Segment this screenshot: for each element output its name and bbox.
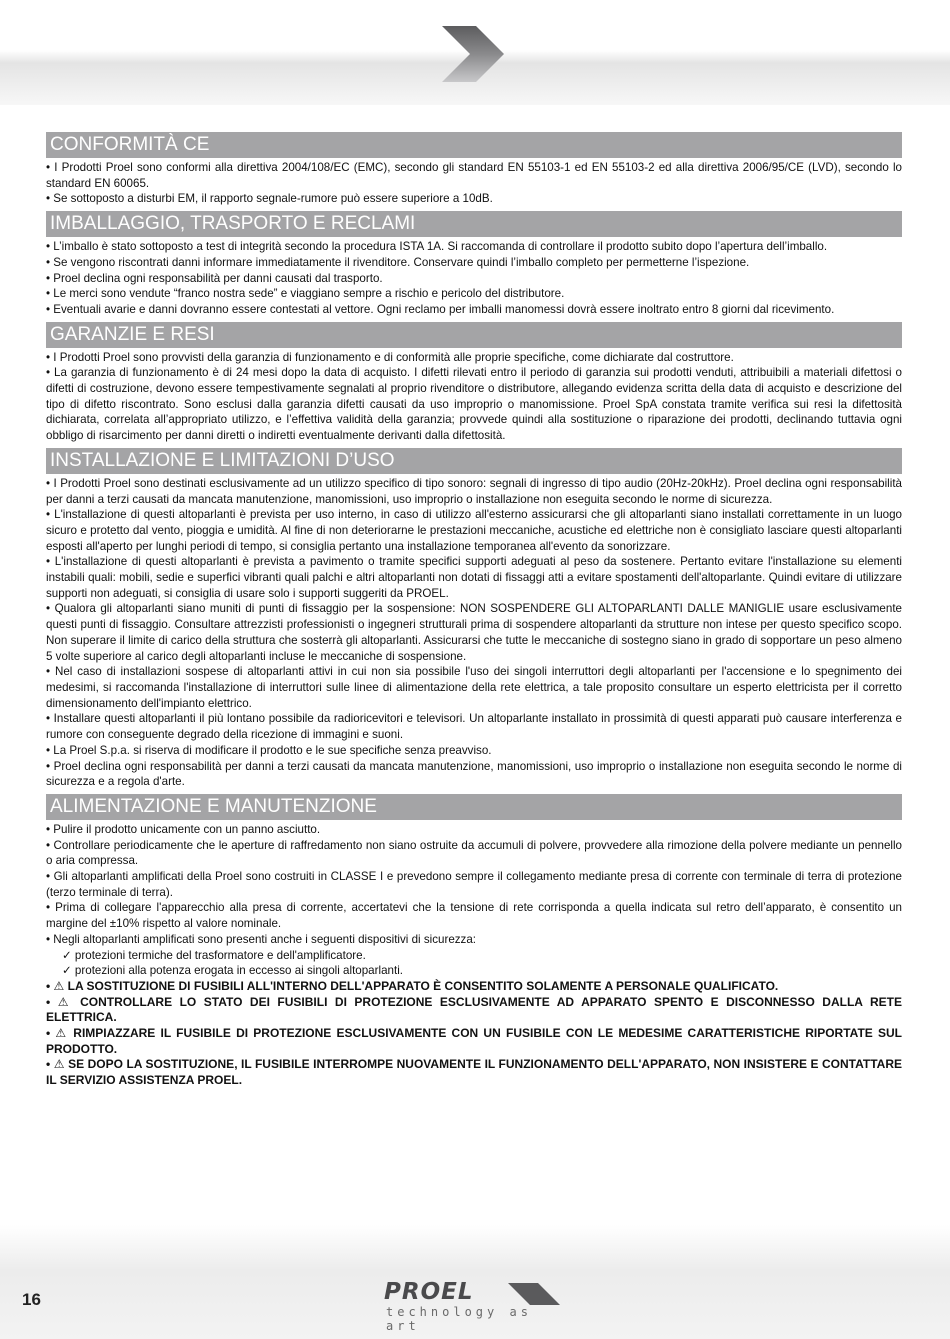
paragraph: • Proel declina ogni responsabilità per danni causati dal trasporto.	[46, 271, 383, 285]
section-title-alimentazione: ALIMENTAZIONE E MANUTENZIONE	[46, 794, 902, 820]
paragraph: • Nel caso di installazioni sospese di altoparlanti attivi in cui non sia possibile l'uso dei singoli interruttori degli altoparlanti per l'accensione e lo spegnimento dei medesimi, si raccomanda l'installazione di interruttori sulle linee di alimentazione della rete elettrica, a tale proposito consultare un esperto elettricista per il corretto dimensionamento dell'impianto elettrico.	[46, 665, 902, 710]
paragraph: • Se sottoposto a disturbi EM, il rapporto segnale-rumore può essere superiore a 10dB.	[46, 192, 493, 206]
paragraph: • Negli altoparlanti amplificati sono presenti anche i seguenti dispositivi di sicurezza:	[46, 932, 477, 946]
paragraph: • Installare questi altoparlanti il più lontano possibile da radioricevitori e televisori. Un altoparlante installato in prossimità di questi apparati può causare interferenza e rumore con conseguente degrado della ricezione di immagini e suoni.	[46, 712, 902, 742]
chevron-icon	[438, 26, 508, 82]
paragraph: • Le merci sono vendute “franco nostra sede” e viaggiano sempre a rischio e pericolo del distributore.	[46, 287, 565, 301]
paragraph: • L'installazione di questi altoparlanti è prevista per uso interno, in caso di utilizzo all'esterno assicurarsi che gli altoparlanti siano installati correttamente in un luogo sicuro e protetto dal vento, pioggia e umidità. Al fine di non deteriorarne le prestazioni meccaniche, acustiche ed elettriche non è consigliato lasciare questi altoparlanti esposti all'aperto per lunghi periodi di tempo, si consiglia pertanto una installazione temporanea all'evento da sonorizzare.	[46, 508, 902, 553]
logo-tagline: technology as art	[386, 1305, 532, 1333]
section-title-imballaggio: IMBALLAGGIO, TRASPORTO E RECLAMI	[46, 211, 902, 237]
paragraph: • I Prodotti Proel sono destinati esclusivamente ad un utilizzo specifico di tipo sonoro: segnali di ingresso di tipo audio (20Hz-20kHz). Proel declina ogni responsabilità per danni a terzi causati da mancata manutenzione, manomissioni, uso improprio o installazione non eseguita secondo le norme di sicurezza.	[46, 476, 902, 506]
checklist-item: ✓ protezioni termiche del trasformatore e dell'amplificatore.	[62, 948, 366, 962]
warning-item: • ⚠ RIMPIAZZARE IL FUSIBILE DI PROTEZIONE ESCLUSIVAMENTE CON UN FUSIBILE CON LE MEDESIME CARATTERISTICHE RIPORTATE SUL PRODOTTO.	[46, 1026, 902, 1056]
warning-item: • ⚠ CONTROLLARE LO STATO DEI FUSIBILI DI PROTEZIONE ESCLUSIVAMENTE AD APPARATO SPENTO E DISCONNESSO DALLA RETE ELETTRICA.	[46, 994, 902, 1025]
paragraph: • Prima di collegare l'apparecchio alla presa di corrente, accertatevi che la tensione di rete corrisponda a quella indicata sul retro dell’apparato, è consentito un margine del ±10% rispetto al valore nominale.	[46, 901, 902, 931]
section-title-garanzie: GARANZIE E RESI	[46, 322, 902, 348]
paragraph: • I Prodotti Proel sono provvisti della garanzia di funzionamento e di conformità alle proprie specifiche, come dichiarate dal costruttore.	[46, 350, 734, 364]
paragraph: • La Proel S.p.a. si riserva di modificare il prodotto e le sue specifiche senza preavviso.	[46, 743, 492, 757]
document-body	[46, 132, 902, 1089]
paragraph: • Pulire il prodotto unicamente con un panno asciutto.	[46, 822, 321, 836]
paragraph: • Eventuali avarie e danni dovranno essere contestati al vettore. Ogni reclamo per imballi manomessi dovrà essere inoltrato entro 8 giorni dal ricevimento.	[46, 302, 835, 316]
warning-item: • ⚠ LA SOSTITUZIONE DI FUSIBILI ALL'INTERNO DELL'APPARATO È CONSENTITO SOLAMENTE A PERSONALE QUALIFICATO.	[46, 978, 779, 993]
section-title-conformita: CONFORMITÀ CE	[46, 132, 902, 158]
logo-wordmark: PROEL	[384, 1279, 474, 1305]
page-number: 16	[22, 1290, 41, 1309]
warning-item: • ⚠ SE DOPO LA SOSTITUZIONE, IL FUSIBILE INTERROMPE NUOVAMENTE IL FUNZIONAMENTO DELL'APPARATO, NON INSISTERE E CONTATTARE IL SERVIZIO ASSISTENZA PROEL.	[46, 1057, 902, 1088]
paragraph: • La garanzia di funzionamento è di 24 mesi dopo la data di acquisto. I difetti rilevati entro il periodo di garanzia sui prodotti venduti, attribuibili a materiali difettosi o difetti di costruzione, devono essere tempestivamente segnalati al proprio rivenditore o distributore, allegando evidenza scritta della data di acquisto e descrizione del tipo di difetto riscontrato. Sono esclusi dalla garanzia difetti causati da uso improprio o manomissione. Proel SpA constata tramite verifica sui resi la difettosità dichiarata, correlata all’appropriato utilizzo, e l’effettiva validità della garanzia; provvede quindi alla sostituzione o riparazione dei prodotti, declinando tuttavia ogni obbligo di risarcimento per danni diretti o indiretti eventualmente derivanti dalla difettosità.	[46, 366, 902, 443]
paragraph: • L’imballo è stato sottoposto a test di integrità secondo la procedura ISTA 1A. Si raccomanda di controllare il prodotto subito dopo l’apertura dell’imballo.	[46, 240, 828, 254]
paragraph: • Qualora gli altoparlanti siano muniti di punti di fissaggio per la sospensione: NON SOSPENDERE GLI ALTOPARLANTI DALLE MANIGLIE usare esclusivamente questi punti di fissaggio. Consultare attrezzisti professionisti o ingegneri strutturali prima di sospendere altoparlanti da strutture non intese per questo specifico scopo. Non superare il limite di carico della struttura che sosterrà gli altoparlanti. Assicurarsi che tutte le meccaniche di sostegno siano in grado di sopportare un peso almeno 5 volte superiore al carico degli altoparlanti incluse le meccaniche di sospensione.	[46, 602, 902, 663]
paragraph: • Proel declina ogni responsabilità per danni a terzi causati da mancata manutenzione, manomissioni, uso improprio o installazione non eseguita secondo le norme di sicurezza e a regola d'arte.	[46, 759, 902, 789]
paragraph: • Controllare periodicamente che le aperture di raffredamento non siano ostruite da accumuli di polvere, provvedere alla rimozione della polvere mediante un pennello o aria compressa.	[46, 838, 902, 868]
paragraph: • Se vengono riscontrati danni informare immediatamente il rivenditore. Conservare quindi l’imballo completo per permetterne l’ispezione.	[46, 255, 750, 269]
checklist-item: ✓ protezioni alla potenza erogata in eccesso ai singoli altoparlanti.	[62, 964, 403, 978]
paragraph: • L'installazione di questi altoparlanti è prevista a pavimento o tramite specifici supporti adeguati al peso da sostenere. Pertanto evitare l'installazione su elementi instabili quali: mobili, sedie e superfici vibranti quali palchi e altri altoparlanti non dotati di fissaggi atti a evitare spostamenti dell'altoparlante. Quindi evitare di utilizzare supporti non adeguati, si consiglia di usare solo i supporti suggeriti da PROEL.	[46, 555, 902, 600]
paragraph: • I Prodotti Proel sono conformi alla direttiva 2004/108/EC (EMC), secondo gli standard EN 55103-1 ed EN 55103-2 ed alla direttiva 2006/95/CE (LVD), secondo lo standard EN 60065.	[46, 161, 902, 190]
proel-logo	[380, 1279, 570, 1333]
logo-chevron-icon	[508, 1283, 560, 1305]
paragraph: • Gli altoparlanti amplificati della Proel sono costruiti in CLASSE I e prevedono sempre il collegamento mediante presa di corrente con terminale di terra di protezione (terzo terminale di terra).	[46, 870, 902, 899]
section-title-installazione: INSTALLAZIONE E LIMITAZIONI D’USO	[46, 448, 902, 474]
